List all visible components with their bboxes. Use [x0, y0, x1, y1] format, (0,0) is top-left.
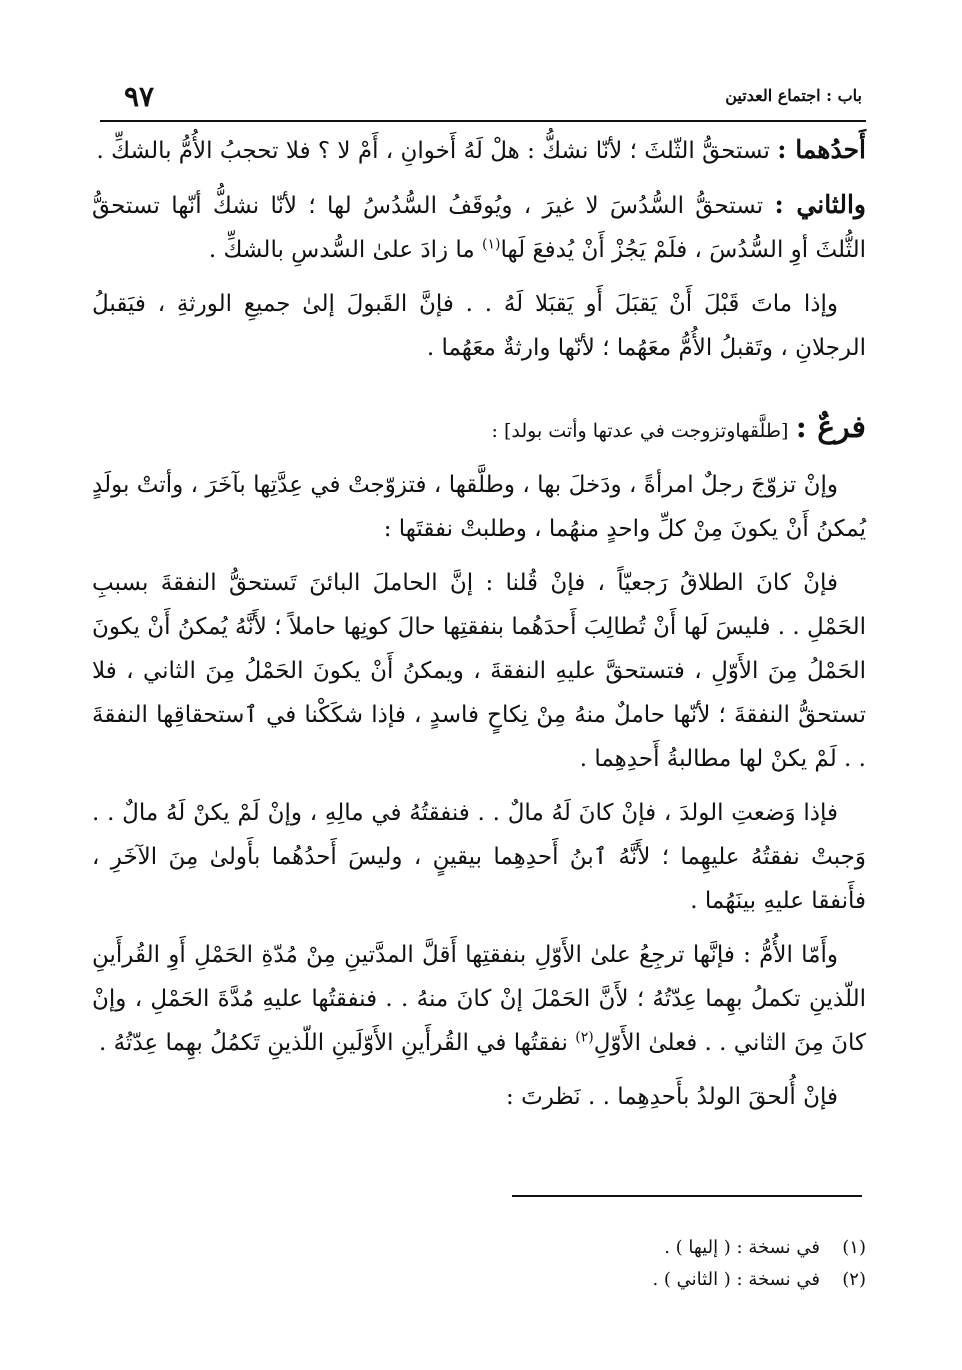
paragraph-first-opinion [92, 128, 866, 173]
paragraph-label: أَحدُهما : [777, 135, 866, 164]
paragraph-child-birth [92, 791, 866, 923]
footnotes [300, 1232, 866, 1296]
paragraph-text: فإنْ كانَ الطلاقُ رَجعيّاً ، فإنْ قُلنا : إنَّ الحاملَ البائنَ تَستحقُّ النفقةَ بسببِ الحَمْلِ . . فليسَ لَها أَنْ تُطالِبَ أَحدَهُما بنفقتِها حالَ كونِها حاملاً ؛ لأَنَّهُ يُمكنُ أَنْ يكونَ الحَمْلُ مِنَ الأَوّلِ ، فتستحقَّ عليهِ النفقةَ ، ويمكنُ أَنْ يكونَ الحَمْلُ مِنَ الثاني ، فلا تستحقُّ النفقةَ ؛ لأنّها حاملٌ منهُ مِنْ نِكاحٍ فاسدٍ ، فإذا شكَكْنا في ٱستحقاقِها النفقةَ . . لَمْ يكنْ لها مطالبةُ أَحدِهِما . [92, 570, 867, 772]
paragraph-text: فإنْ أُلحقَ الولدُ بأَحدِهِما . . نَظرتَ : [506, 1084, 838, 1110]
paragraph-label: والثاني : [774, 190, 866, 219]
paragraph-text: فإذا وَضعتِ الولدَ ، فإنْ كانَ لَهُ مالٌ . . فنفقتُهُ في مالِهِ ، وإنْ لَمْ يكنْ لَهُ مالٌ . . وَجبتْ نفقتُهُ عليهِما ؛ لأَنَّهُ ٱبنُ أَحدِهِما بيقينٍ ، وليسَ أَحدُهُما بأَولىٰ مِنَ الآخَرِ ، فأَنفقا عليهِ بينَهُما . [92, 800, 866, 914]
branch-label: فرعٌ : [795, 410, 866, 445]
main-text [92, 128, 866, 1129]
paragraph-acceptance [92, 282, 866, 370]
branch-title: [طلَّقهاوتزوجت في عدتها وأتت بولد] : [491, 420, 789, 442]
footnote-item [300, 1264, 866, 1296]
footnote-number: (٢) [842, 1269, 866, 1290]
branch-heading [92, 406, 866, 453]
paragraph-text: وإنْ تزوّجَ رجلٌ امرأةً ، ودَخلَ بها ، وطلَّقها ، فتزوّجتْ في عِدَّتِها بآخَرَ ، وأتتْ بولَدٍ يُمكنُ أَنْ يكونَ مِنْ كلِّ واحدٍ منهُما ، وطلبتْ نفقتَها : [92, 472, 866, 542]
footnote-item [300, 1232, 866, 1264]
page-number: ٩٧ [124, 80, 155, 113]
paragraph-marriage [92, 463, 866, 551]
footnote-text: في نسخة : ( الثاني ) . [652, 1269, 820, 1290]
paragraph-text: تستحقُّ الثّلثَ ؛ لأنّا نشكُّ : هلْ لَهُ أَخوانِ ، أَمْ لا ؟ فلا تحجبُ الأُمُّ بالشكِّ . [96, 138, 778, 164]
footnote-ref-2: (٢) [575, 1029, 594, 1046]
footnote-text: في نسخة : ( إليها ) . [664, 1237, 820, 1258]
running-header-chapter: باب : اجتماع العدتين [725, 86, 862, 105]
paragraph-mother-maintenance [92, 933, 866, 1065]
paragraph-second-opinion [92, 183, 866, 272]
footnote-separator [512, 1195, 862, 1197]
paragraph-revocable-divorce [92, 561, 866, 781]
paragraph-text-continued: نفقتُها في القُرأَينِ الأَوّلَينِ اللّذينِ تَكمُلُ بهِما عِدّتُهُ . [98, 1030, 576, 1056]
paragraph-attribution [92, 1075, 866, 1119]
paragraph-text: تستحقُّ السُّدُسَ لا غيرَ ، ويُوقَفُ السُّدُسُ لها ؛ لأنّا نشكُّ أنّها تستحقُّ الثُّلثَ أوِ السُّدُسَ ، فلَمْ يَجُزْ أَنْ يُدفعَ لَها [92, 193, 866, 263]
footnote-ref-1: (١) [482, 236, 501, 253]
header-rule [100, 120, 866, 122]
paragraph-text: وأَمّا الأُمُّ : فإنَّها ترجِعُ علىٰ الأَوّلِ بنفقتِها أَقلَّ المدَّتينِ مِنْ مُدّةِ الحَمْلِ أَوِ القُرأَينِ اللّذينِ تكملُ بهِما عِدّتُهُ ؛ لأَنَّ الحَمْلَ إنْ كانَ منهُ . . فنفقتُها عليهِ مُدَّةَ الحَمْلِ ، وإنْ كانَ مِنَ الثاني . . فعلىٰ الأَوّلِ [92, 942, 866, 1056]
footnote-number: (١) [842, 1237, 866, 1258]
paragraph-text: وإذا ماتَ قَبْلَ أَنْ يَقبَلَ أَو يَقبَلا لَهُ . . فإنَّ القَبولَ إلىٰ جميعِ الورثةِ ، فيَقبلُ الرجلانِ ، وتَقبلُ الأُمُّ معَهُما ؛ لأنّها وارثةٌ معَهُما . [92, 291, 866, 361]
paragraph-text-continued: ما زادَ علىٰ السُّدسِ بالشكِّ . [208, 237, 483, 263]
